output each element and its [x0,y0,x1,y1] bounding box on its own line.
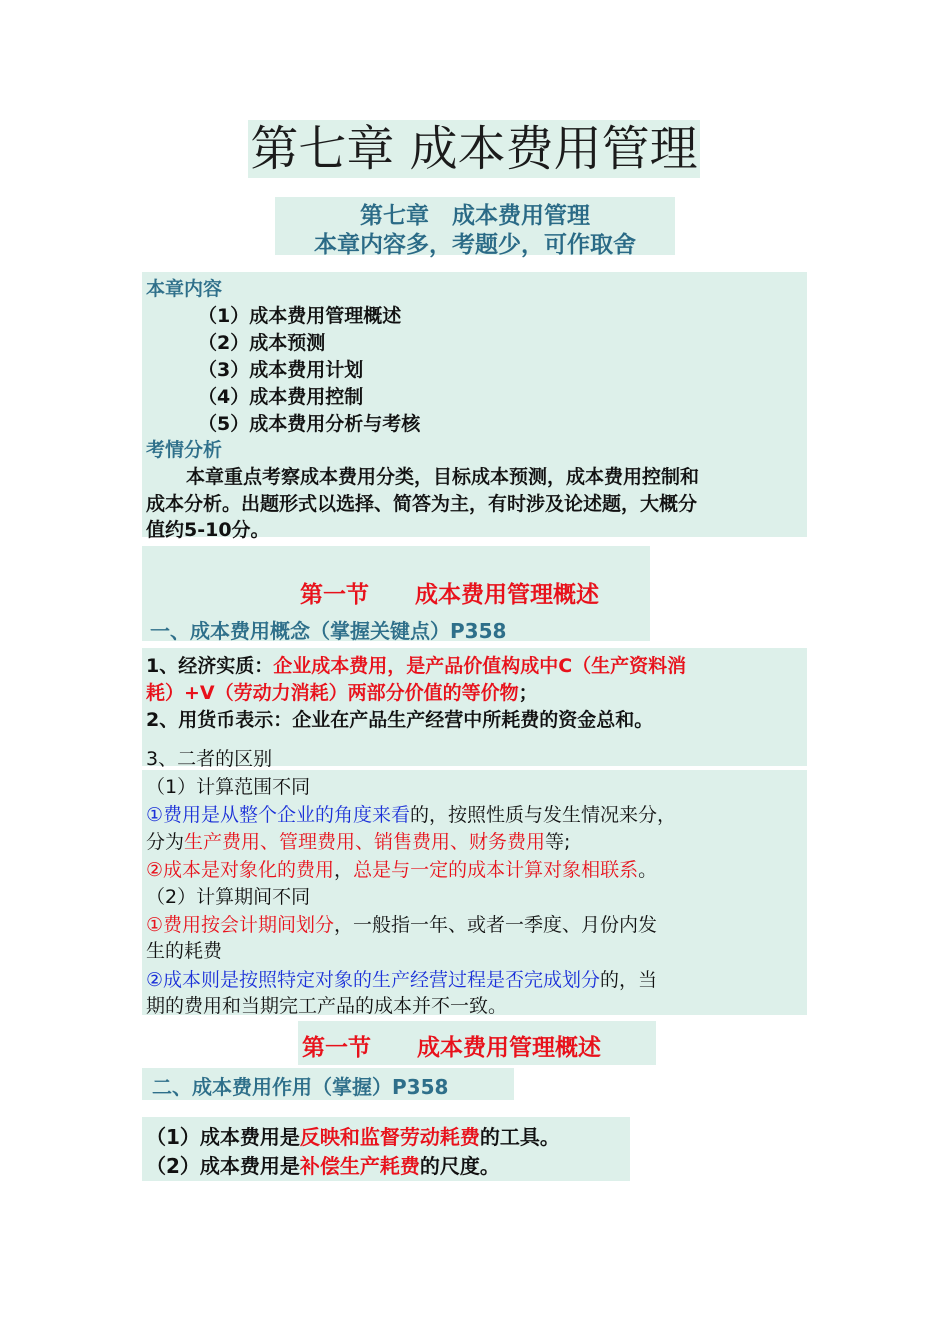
role-item-2 [146,1150,500,1179]
point2: 2、用货币表示：企业在产品生产经营中所耗费的资金总和。 [146,709,654,731]
content-item: （2）成本预测 [198,332,326,354]
diff1-line-c [146,855,657,882]
point1-highlight-a: 企业成本费用，是产品价值构成中C（生产资料消 [273,655,687,677]
role-item-1 [146,1121,560,1150]
diff2-line-b2: 期的费用和当期完工产品的成本并不一致。 [146,995,508,1017]
page-title: 第七章 成本费用管理 [248,120,700,178]
diff1-mid-c: ， [334,859,354,881]
diff1-highlight-b: 生产费用、管理费用、销售费用、财务费用 [184,831,546,853]
diff1-highlight-c1: ②成本是对象化的费用 [146,859,335,881]
role-item-1-prefix: （1）成本费用是 [146,1125,300,1149]
analysis-heading: 考情分析 [146,439,223,461]
content-item: （5）成本费用分析与考核 [198,413,421,435]
diff2-highlight-b: ②成本则是按照特定对象的生产经营过程是否完成划分 [146,969,601,991]
role-box [142,1117,630,1181]
diff1-rest-a: 的，按照性质与发生情况来分， [410,804,677,826]
diff1-highlight-c2: 总是与一定的成本计算对象相联系 [353,859,639,881]
section1-header-box [142,546,650,641]
section2-heading: 二、成本费用作用（掌握）P358 [152,1075,449,1099]
section1-heading: 一、成本费用概念（掌握关键点）P358 [150,619,507,643]
diff1-highlight-a: ①费用是从整个企业的角度来看 [146,804,411,826]
content-item: （4）成本费用控制 [198,386,364,408]
point1-line-1 [146,651,686,678]
diff1-heading: （1）计算范围不同 [146,776,311,798]
section2-title: 第一节 成本费用管理概述 [302,1035,601,1061]
diff2-line-a [146,910,657,937]
section2-title-box [298,1021,656,1065]
diff2-line-b [146,965,657,992]
difference-box [142,770,807,1015]
role-item-2-prefix: （2）成本费用是 [146,1154,300,1178]
chapter-subtitle-box [275,197,675,258]
diff1-end-c: 。 [638,859,658,881]
diff1-prefix-b: 分为 [146,831,185,853]
diff1-line-a [146,800,676,827]
analysis-line: 值约5-10分。 [146,519,270,541]
chapter-content-box [142,272,807,541]
content-item: （3）成本费用计划 [198,359,364,381]
analysis-line: 本章重点考察成本费用分类，目标成本预测，成本费用控制和 [186,466,700,488]
diff2-line-a2: 生的耗费 [146,940,223,962]
diff1-line-b [146,827,570,854]
concept-box [142,648,807,770]
subtitle-line-2: 本章内容多，考题少，可作取舍 [314,232,636,258]
diff2-highlight-a: ①费用按会计期间划分 [146,914,335,936]
role-item-1-end: 的工具。 [479,1125,560,1149]
point1-highlight-b: 耗）+V（劳动力消耗）两部分价值的等价物 [146,682,519,704]
role-item-1-highlight: 反映和监督劳动耗费 [299,1125,480,1149]
diff2-rest-b: 的，当 [600,969,658,991]
section1-title: 第一节 成本费用管理概述 [300,582,599,608]
section2-heading-box [142,1068,514,1100]
analysis-line: 成本分析。出题形式以选择、简答为主，有时涉及论述题，大概分 [146,493,698,515]
role-item-2-end: 的尺度。 [419,1154,500,1178]
role-item-2-highlight: 补偿生产耗费 [299,1154,420,1178]
diff1-end-b: 等; [545,831,571,853]
point1-line-2 [146,678,538,705]
content-item: （1）成本费用管理概述 [198,305,402,327]
diff2-heading: （2）计算期间不同 [146,886,311,908]
subtitle-line-1: 第七章 成本费用管理 [360,203,590,229]
point3: 3、二者的区别 [146,748,273,770]
point1-end: ； [518,682,538,704]
diff2-rest-a: ，一般指一年、或者一季度、月份内发 [334,914,658,936]
point1-prefix: 1、经济实质： [146,655,274,677]
content-heading: 本章内容 [146,278,223,300]
